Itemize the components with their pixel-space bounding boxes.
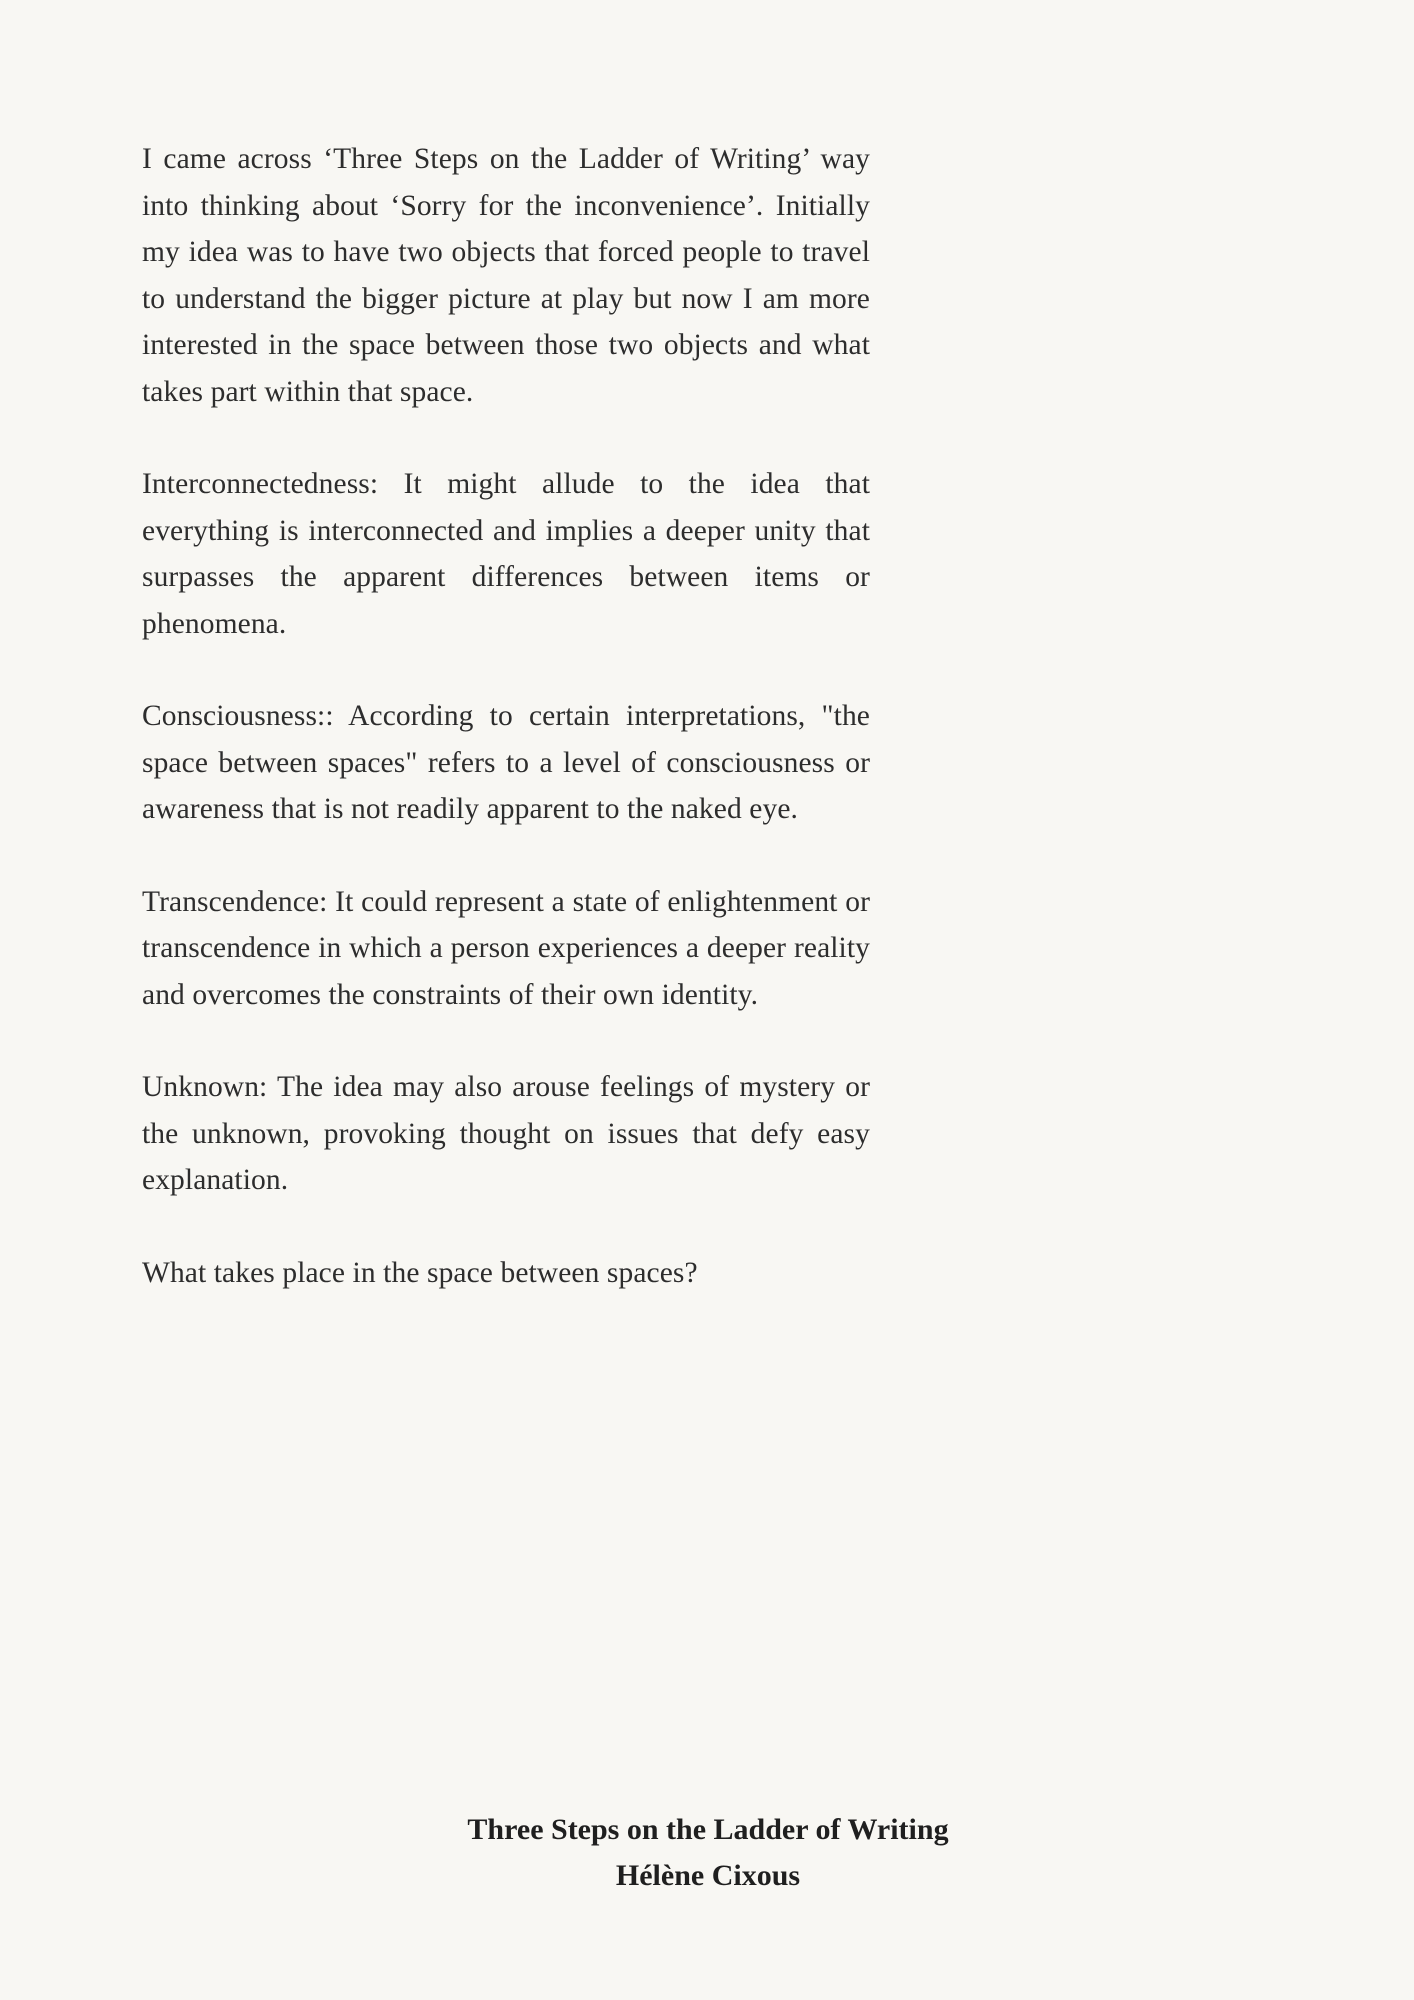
citation-title: Three Steps on the Ladder of Writing: [467, 1813, 949, 1846]
paragraph-transcendence: Transcendence: It could represent a state of enlightenment or transcendence in which a person experiences a deeper reality and overcomes the constraints of their own identity.: [142, 885, 870, 1011]
citation-author: Hélène Cixous: [615, 1859, 801, 1892]
paragraph-interconnectedness: Interconnectedness: It might allude to the idea that everything is interconnected and implies a deeper unity that surpasses the apparent differences between items or phenomena.: [142, 468, 870, 640]
paragraph-consciousness: Consciousness:: According to certain interpretations, "the space between spaces" refers to a level of consciousness or awareness that is not readily apparent to the naked eye.: [142, 700, 870, 825]
body-text: [142, 136, 870, 1342]
paragraph-question: What takes place in the space between spaces?: [142, 1256, 698, 1289]
paragraph-unknown: Unknown: The idea may also arouse feelings of mystery or the unknown, provoking thought on issues that defy easy explanation.: [142, 1071, 870, 1196]
citation: [460, 1807, 956, 1899]
paragraph-intro: I came across ‘Three Steps on the Ladder of Writing’ way into thinking about ‘Sorry for the inconvenience’. Initially my idea was to have two objects that forced people to travel to understand the bigger picture at play but now I am more interested in the space between those two objects and what takes part within that space.: [142, 143, 870, 408]
